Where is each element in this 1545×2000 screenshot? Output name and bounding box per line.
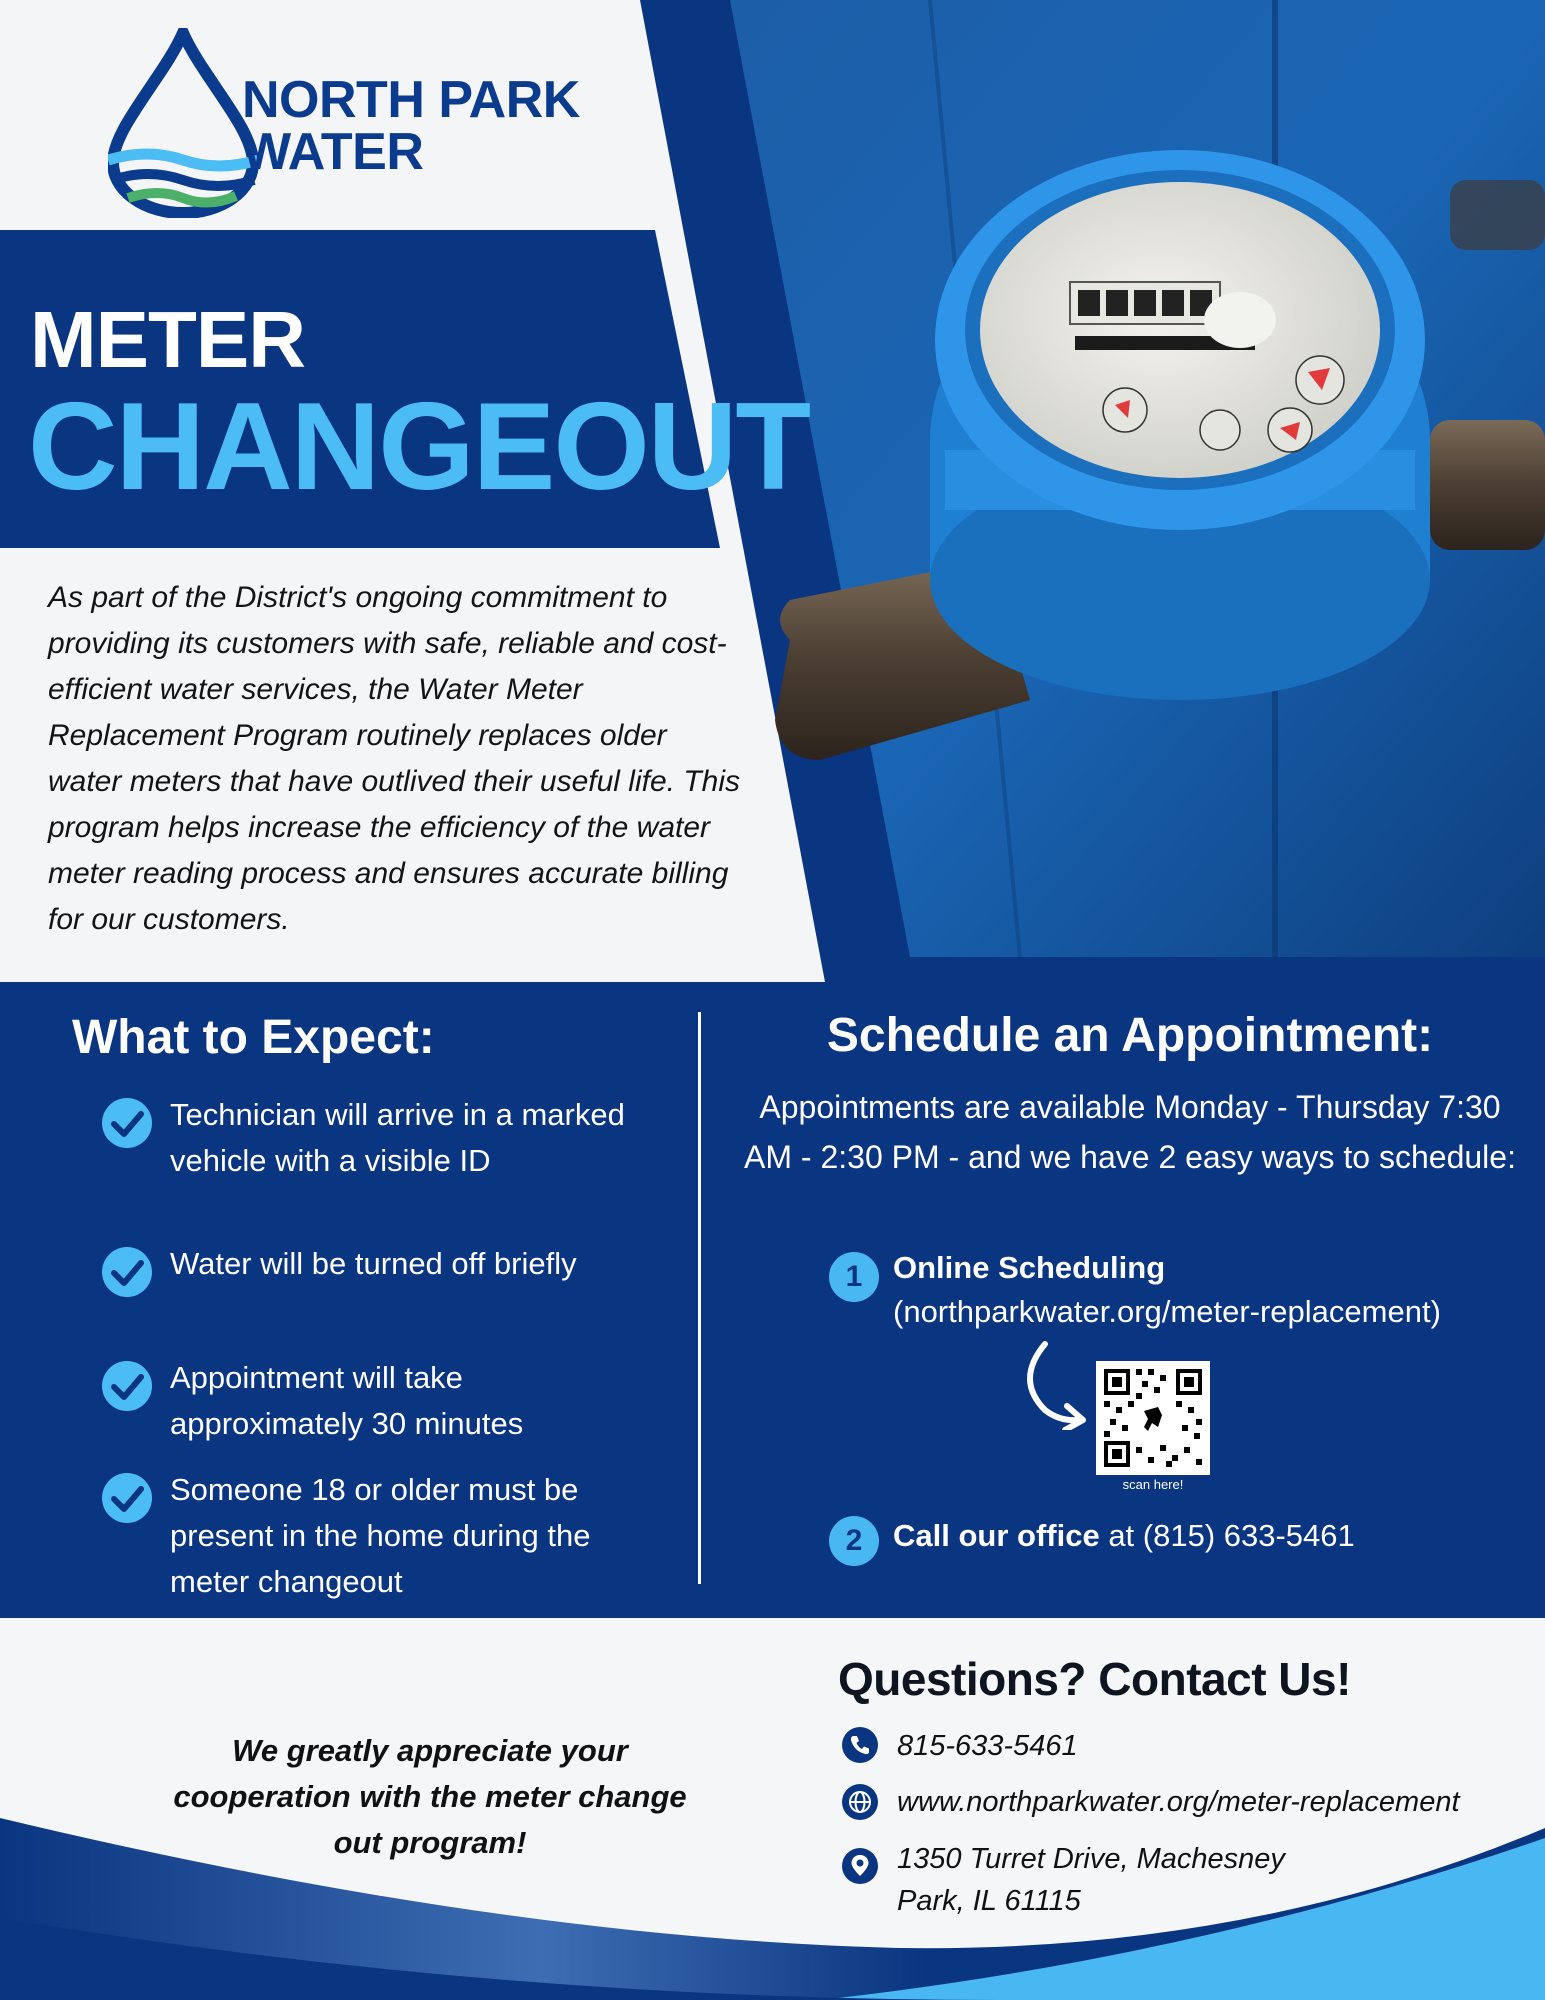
intro-paragraph: As part of the District's ongoing commitment to providing its customers with safe, reliable and cost-efficient water services, the Water Meter Replacement Program routinely replaces older water meters that have outlived their useful life. This program helps increase the efficiency of the water meter reading process and ensures accurate billing for our customers.: [48, 581, 740, 936]
online-scheduling-title: Online Scheduling: [893, 1250, 1166, 1285]
title-meter: METER: [30, 295, 305, 384]
contact-website[interactable]: www.northparkwater.org/meter-replacement: [897, 1786, 1460, 1818]
expect-item-text: Someone 18 or older must be present in the home during the meter changeout: [170, 1472, 591, 1599]
check-circle-icon: [100, 1096, 154, 1150]
expect-item-text: Water will be turned off briefly: [170, 1246, 577, 1281]
contact-heading: Questions? Contact Us!: [838, 1653, 1351, 1705]
location-pin-icon: [841, 1847, 879, 1885]
qr-caption: scan here!: [1122, 1477, 1184, 1492]
expect-item-text: Technician will arrive in a marked vehicle with a visible ID: [170, 1097, 625, 1178]
option-1-badge: 1: [829, 1252, 879, 1302]
phone-icon: [841, 1726, 879, 1764]
schedule-heading: Schedule an Appointment:: [826, 1009, 1434, 1062]
option-2-badge: 2: [829, 1516, 879, 1566]
check-circle-icon: [100, 1245, 154, 1299]
logo-line-1: NORTH PARK: [242, 71, 580, 129]
water-meter-photo: [730, 0, 1545, 957]
check-circle-icon: [100, 1359, 154, 1413]
contact-address-line-2: Park, IL 61115: [897, 1885, 1081, 1917]
schedule-text: Appointments are available Monday - Thursday 7:30 AM - 2:30 PM - and we have 2 easy ways to schedule:: [744, 1089, 1516, 1175]
check-circle-icon: [100, 1471, 154, 1525]
thank-you-message: We greatly appreciate your cooperation with the meter change out program!: [173, 1733, 687, 1860]
online-scheduling-url[interactable]: (northparkwater.org/meter-replacement): [893, 1294, 1441, 1329]
call-office-phone[interactable]: at (815) 633-5461: [1099, 1518, 1355, 1553]
qr-code-icon: [1096, 1361, 1210, 1475]
title-changeout: CHANGEOUT: [28, 378, 810, 516]
call-office-label: Call our office: [893, 1518, 1100, 1553]
column-divider: [698, 1012, 701, 1584]
contact-phone[interactable]: 815-633-5461: [897, 1730, 1078, 1762]
globe-icon: [841, 1783, 879, 1821]
what-to-expect-heading: What to Expect:: [72, 1011, 435, 1064]
expect-item-text: Appointment will take approximately 30 minutes: [170, 1360, 524, 1441]
qr-code[interactable]: [1096, 1361, 1210, 1475]
call-office-line: [893, 1518, 1355, 1554]
contact-address-line-1: 1350 Turret Drive, Machesney: [897, 1843, 1285, 1875]
curved-arrow-icon: [1015, 1340, 1095, 1430]
logo-line-2: WATER: [242, 123, 424, 181]
